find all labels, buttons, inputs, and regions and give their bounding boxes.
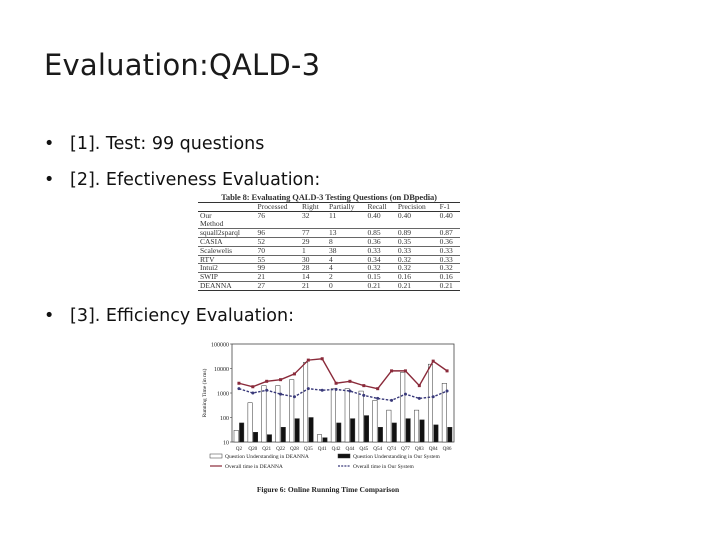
table-cell: RTV (198, 255, 256, 264)
x-tick-label: Q84 (428, 446, 438, 452)
bar-deanna-understanding (387, 410, 391, 442)
table-row (198, 282, 460, 291)
point-our-overall (362, 394, 365, 397)
point-deanna-overall (446, 369, 449, 372)
table-cell: 0.85 (366, 228, 396, 237)
x-tick-label: Q83 (414, 446, 424, 452)
table-cell: CASIA (198, 237, 256, 246)
table-cell: 2 (327, 273, 365, 282)
y-tick-label: 1000 (217, 391, 229, 398)
point-our-overall (237, 387, 240, 390)
point-our-overall (376, 397, 379, 400)
point-deanna-overall (237, 382, 240, 385)
point-deanna-overall (251, 385, 254, 388)
point-our-overall (265, 389, 268, 392)
table-cell: 0.36 (366, 237, 396, 246)
table-cell: 0.15 (366, 273, 396, 282)
point-our-overall (307, 387, 310, 390)
point-our-overall (446, 390, 449, 393)
table-cell: 0 (327, 282, 365, 291)
bar-deanna-understanding (428, 364, 432, 442)
table-cell: 21 (256, 273, 300, 282)
table-cell: 4 (327, 264, 365, 273)
table-cell: 4 (327, 255, 365, 264)
table-header-cell: Right (302, 202, 319, 211)
legend-swatch-deanna-understanding (210, 454, 222, 458)
bullet-marker: • (44, 306, 55, 326)
table-cell: 0.40 (366, 212, 396, 220)
table-cell: 70 (256, 246, 300, 255)
bar-our-understanding (239, 423, 243, 442)
x-tick-label: Q42 (331, 446, 341, 452)
point-deanna-overall (321, 357, 324, 360)
y-tick-label: 100000 (211, 342, 229, 349)
bar-our-understanding (406, 419, 410, 442)
table-row (198, 237, 460, 246)
table-cell: 0.34 (366, 255, 396, 264)
bullet-test-questions (44, 134, 264, 154)
table-header-cell: F-1 (439, 202, 450, 211)
point-our-overall (293, 395, 296, 398)
x-tick-label: Q28 (289, 446, 299, 452)
point-deanna-overall (390, 369, 393, 372)
bullet-marker: • (44, 134, 55, 154)
bar-our-understanding (323, 438, 327, 442)
table-cell: 0.33 (366, 246, 396, 255)
table-body (198, 212, 460, 291)
bar-deanna-understanding (248, 403, 252, 442)
bar-our-understanding (337, 423, 341, 442)
table-cell: 52 (256, 237, 300, 246)
bar-our-understanding (392, 423, 396, 442)
table-cell: 0.21 (366, 282, 396, 291)
point-our-overall (404, 393, 407, 396)
table-cell: 0.35 (396, 237, 438, 246)
bar-our-understanding (281, 427, 285, 442)
table-cell: 77 (300, 228, 327, 237)
bar-our-understanding (309, 418, 313, 443)
table-cell: 0.33 (438, 255, 460, 264)
point-deanna-overall (376, 387, 379, 390)
table-cell: 0.32 (366, 264, 396, 273)
table-cell: 14 (300, 273, 327, 282)
bullet-text: [1]. Test: 99 questions (70, 134, 265, 154)
bar-deanna-understanding (234, 430, 238, 442)
bullet-effectiveness (44, 170, 320, 190)
bar-our-understanding (295, 419, 299, 442)
x-tick-label: Q74 (387, 446, 397, 452)
legend-label: Overall time in Our System (353, 464, 414, 470)
running-time-chart (192, 336, 464, 532)
bullet-marker: • (44, 170, 55, 190)
bar-our-understanding (253, 432, 257, 442)
bar-our-understanding (350, 419, 354, 442)
table-cell: 32 (300, 212, 327, 220)
bar-our-understanding (364, 416, 368, 442)
table-cell: 55 (256, 255, 300, 264)
table-cell: 13 (327, 228, 365, 237)
point-deanna-overall (335, 382, 338, 385)
table-cell: 0.21 (438, 282, 460, 291)
legend-label: Question Understanding in Our System (353, 454, 440, 460)
line-our-overall (239, 389, 447, 401)
y-axis-label: Running Time (in ms) (202, 368, 208, 418)
line-deanna-overall (239, 359, 447, 389)
x-tick-label: Q2 (235, 446, 243, 452)
table-caption: Table 8: Evaluating QALD-3 Testing Questions (on DBpedia) (221, 192, 437, 202)
point-our-overall (335, 388, 338, 391)
legend-label: Overall time in DEANNA (225, 464, 283, 470)
chart-svg (192, 336, 464, 532)
table-cell: 0.21 (396, 282, 438, 291)
table-cell: 0.32 (396, 264, 438, 273)
point-deanna-overall (279, 378, 282, 381)
bullet-efficiency (44, 306, 294, 326)
bar-our-understanding (378, 427, 382, 442)
point-our-overall (348, 390, 351, 393)
table-header-cell: Precision (397, 202, 426, 211)
table-row (198, 212, 460, 220)
x-tick-label: Q54 (373, 446, 383, 452)
table-cell: 96 (256, 228, 300, 237)
x-tick-label: Q45 (359, 446, 369, 452)
y-tick-label: 100 (220, 416, 229, 422)
results-table (198, 202, 460, 291)
table-header-cell: Processed (257, 202, 288, 211)
chart-caption: Figure 6: Online Running Time Comparison (256, 485, 400, 494)
point-deanna-overall (307, 359, 310, 362)
x-tick-label: Q41 (317, 446, 327, 452)
point-our-overall (432, 395, 435, 398)
bar-deanna-understanding (400, 372, 404, 442)
table-row (198, 228, 460, 237)
point-deanna-overall (418, 384, 421, 387)
table-cell: 0.16 (438, 273, 460, 282)
point-our-overall (279, 393, 282, 396)
bar-deanna-understanding (359, 391, 363, 442)
table-cell: 21 (300, 282, 327, 291)
table-cell: 0.89 (396, 228, 438, 237)
table-row (198, 246, 460, 255)
bar-deanna-understanding (317, 435, 321, 442)
point-deanna-overall (404, 369, 407, 372)
table-cell: 76 (256, 212, 300, 220)
point-our-overall (418, 397, 421, 400)
table-cell: Our (198, 212, 256, 220)
table-cell: 8 (327, 237, 365, 246)
table-cell: 0.40 (438, 212, 460, 220)
bar-our-understanding (267, 435, 271, 442)
point-our-overall (321, 389, 324, 392)
x-tick-label: Q44 (345, 446, 355, 452)
legend-swatch-our-understanding (338, 454, 350, 458)
table-cell: 0.33 (438, 246, 460, 255)
table-cell: Method (200, 218, 224, 228)
table-cell: 30 (300, 255, 327, 264)
point-deanna-overall (348, 380, 351, 383)
table-cell: 99 (256, 264, 300, 273)
bar-deanna-understanding (345, 389, 349, 442)
point-deanna-overall (293, 372, 296, 375)
point-deanna-overall (362, 384, 365, 387)
table-cell: Intui2 (198, 264, 256, 273)
bullet-text: [2]. Efectiveness Evaluation: (70, 170, 321, 190)
bar-our-understanding (434, 425, 438, 442)
table-header-cell: Partially (329, 202, 355, 211)
point-deanna-overall (265, 380, 268, 383)
y-tick-label: 10000 (214, 367, 229, 373)
table-cell: 0.40 (396, 212, 438, 220)
table-cell: squall2sparql (198, 228, 256, 237)
table-cell: 11 (327, 212, 365, 220)
slide-title: Evaluation:QALD-3 (44, 48, 321, 82)
x-tick-label: Q20 (248, 446, 258, 452)
table-cell: 0.36 (438, 237, 460, 246)
x-tick-label: Q21 (262, 446, 272, 452)
bullet-text: [3]. Efficiency Evaluation: (70, 306, 295, 326)
x-tick-label: Q35 (303, 446, 313, 452)
table-header-cell: Recall (367, 202, 387, 211)
y-tick-label: 10 (223, 440, 229, 447)
bar-our-understanding (448, 427, 452, 442)
table-cell: SWIP (198, 273, 256, 282)
table-cell: 0.32 (396, 255, 438, 264)
bar-deanna-understanding (331, 389, 335, 442)
table-cell: 0.87 (438, 228, 460, 237)
table-cell: 27 (256, 282, 300, 291)
bar-deanna-understanding (373, 400, 377, 442)
table-cell: 28 (300, 264, 327, 273)
bar-deanna-understanding (289, 380, 293, 442)
results-table-figure (196, 192, 462, 300)
table-cell: 38 (327, 246, 365, 255)
x-tick-label: Q22 (276, 446, 286, 452)
bar-our-understanding (420, 420, 424, 442)
table-cell: 29 (300, 237, 327, 246)
point-our-overall (251, 392, 254, 395)
x-tick-label: Q86 (442, 446, 452, 452)
table-cell: 0.33 (396, 246, 438, 255)
table-cell: Scalewelis (198, 246, 256, 255)
x-tick-label: Q77 (400, 446, 410, 452)
bar-deanna-understanding (303, 362, 307, 442)
point-our-overall (390, 399, 393, 402)
point-deanna-overall (432, 360, 435, 363)
bar-deanna-understanding (414, 410, 418, 442)
table-cell: 1 (300, 246, 327, 255)
bar-deanna-understanding (262, 386, 266, 442)
table-cell: 0.16 (396, 273, 438, 282)
table-cell: 0.32 (438, 264, 460, 273)
legend-label: Question Understanding in DEANNA (225, 454, 309, 460)
table-cell: DEANNA (198, 282, 256, 291)
